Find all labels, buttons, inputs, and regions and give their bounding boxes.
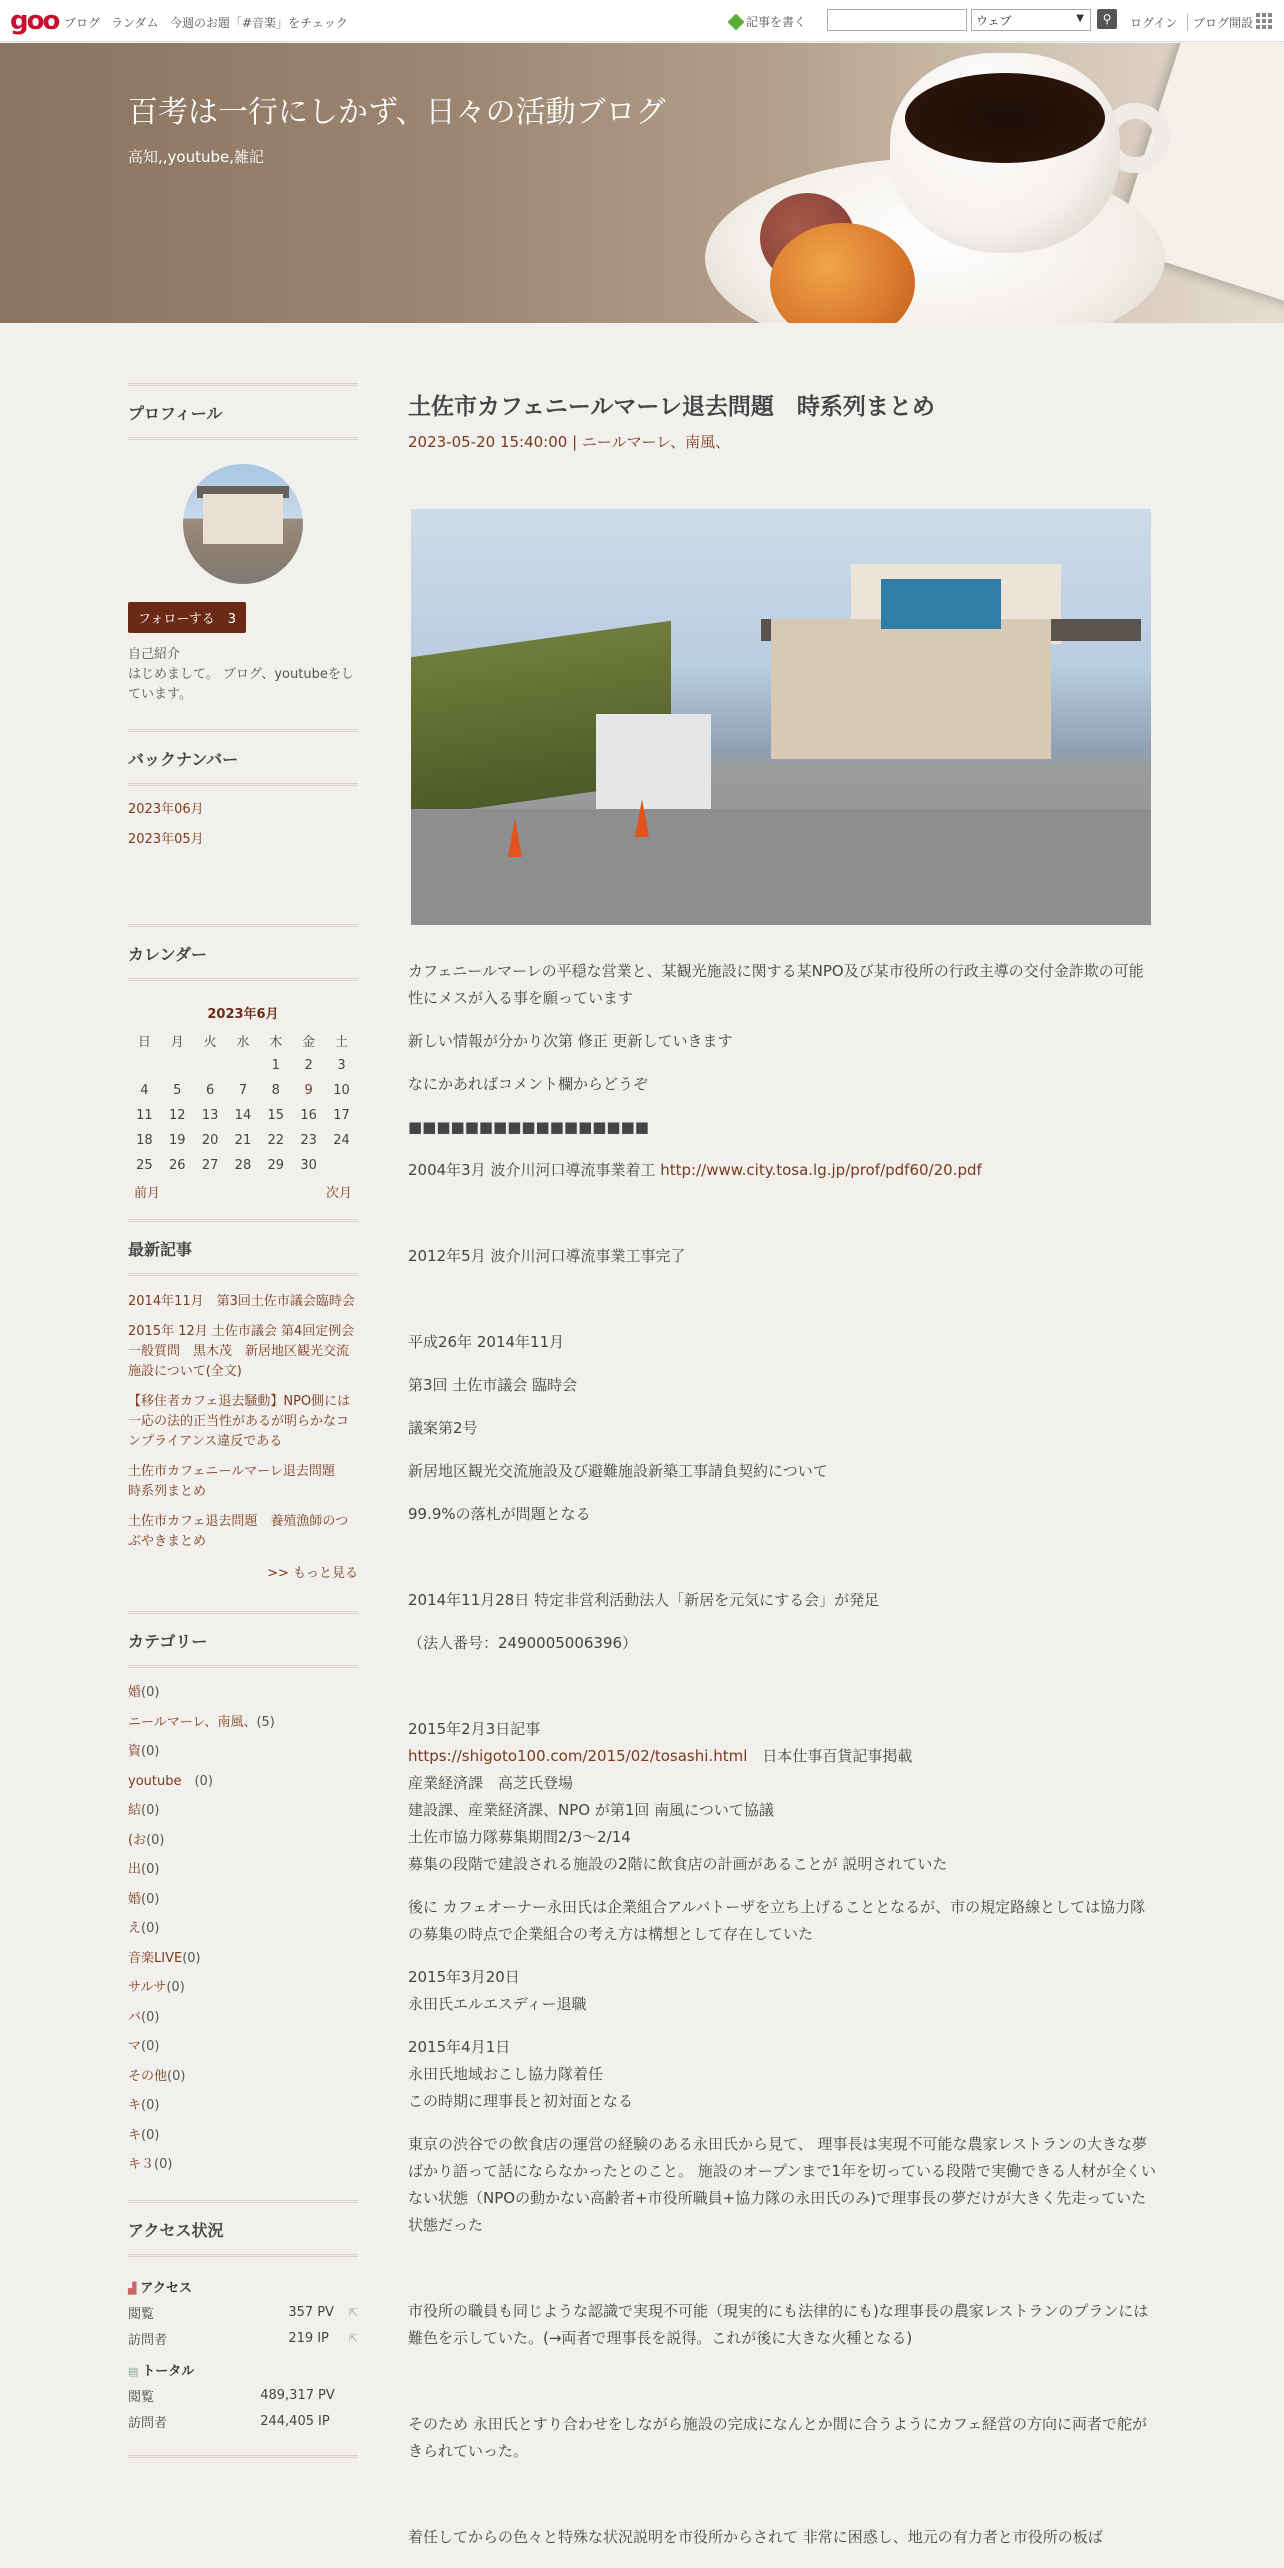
category-link[interactable]: 出 — [128, 1862, 142, 1877]
calendar-day: 4 — [140, 1083, 149, 1098]
sidebar-next-divider — [128, 2455, 358, 2458]
calendar-day: 6 — [205, 1083, 215, 1098]
backnumber-item[interactable]: 2023年05月 — [128, 832, 204, 847]
search-scope-select[interactable] — [971, 9, 1091, 31]
category-item[interactable] — [128, 2062, 358, 2092]
search-button[interactable] — [1097, 9, 1117, 29]
entry-paragraph: この時期に理事長と初対面となる — [408, 2092, 634, 2110]
category-section — [128, 1611, 358, 2200]
calendar-day: 20 — [201, 1133, 219, 1148]
category-count: (0) — [141, 2127, 160, 2143]
calendar-day[interactable]: 9 — [304, 1083, 313, 1098]
category-item[interactable] — [128, 1796, 358, 1826]
blog-description: 高知,,youtube,雑記 — [128, 148, 265, 166]
calendar-day: 14 — [234, 1108, 252, 1123]
category-link[interactable]: 婚 — [128, 1891, 142, 1907]
calendar-weekday: 木 — [269, 1035, 283, 1050]
category-count: (0) — [141, 2009, 160, 2025]
intro-text: はじめまして。 ブログ、youtubeをしています。 — [128, 667, 354, 702]
category-item[interactable] — [128, 2150, 358, 2180]
entry-paragraph: 着任してからの色々と特殊な状況説明を市役所からされて 非常に困惑し、地元の有力者と市役所の板ば — [408, 2528, 1103, 2546]
entry-paragraph: 2015年2月3日記事 — [408, 1720, 541, 1738]
top-bar — [0, 0, 1284, 42]
login-link[interactable]: ログイン — [1130, 16, 1178, 30]
category-count: (0) — [167, 2068, 186, 2084]
calendar-day — [325, 1153, 358, 1178]
total-row: 訪問者 244,405 IP — [128, 2414, 330, 2431]
category-link[interactable]: キ３ — [128, 2157, 155, 2172]
nav-random[interactable]: ランダム — [111, 16, 159, 30]
calendar-day: 3 — [337, 1058, 346, 1073]
entry-paragraph: そのため 永田氏とすり合わせをしながら施設の完成になんとか間に合うようにカフェ経営の方向に両者で舵がきられていった。 — [408, 2415, 1148, 2460]
calendar-day: 5 — [173, 1083, 182, 1098]
entry-meta: 2023-05-20 15:40:00 | ニールマーレ、南風、 — [408, 433, 731, 451]
follow-button[interactable]: フォローする 3 — [128, 602, 246, 633]
category-count: (0) — [141, 1744, 160, 1759]
category-item[interactable] — [128, 2003, 358, 2033]
write-article-label: 記事を書く — [746, 15, 807, 29]
category-link[interactable]: 音楽LIVE — [128, 1950, 183, 1966]
recent-item[interactable]: 2015年 12月 土佐市議会 第4回定例会 一般質問 黒木茂 新居地区観光交流施設について(全文) — [128, 1324, 355, 1379]
search-input[interactable] — [827, 9, 967, 31]
calendar-day: 23 — [300, 1133, 317, 1148]
entry-title[interactable]: 土佐市カフェニールマーレ退去問題 時系列まとめ — [408, 394, 935, 420]
category-count: (0) — [181, 1773, 213, 1789]
category-title: カテゴリー — [128, 1614, 358, 1668]
calendar-day: 11 — [136, 1108, 153, 1123]
calendar-day: 27 — [201, 1158, 219, 1173]
recent-item[interactable]: 土佐市カフェ退去問題 養殖漁師のつぶやきまとめ — [128, 1514, 349, 1549]
entry-paragraph: 議案第2号 — [408, 1419, 478, 1437]
category-count: (0) — [141, 1803, 160, 1818]
category-count: (0) — [141, 2039, 160, 2054]
calendar-day: 30 — [300, 1158, 317, 1173]
blog-header — [0, 43, 1284, 323]
calendar-day: 1 — [271, 1058, 280, 1073]
search-scope-value: ウェブ — [976, 14, 1012, 28]
entry-paragraph: 後に カフェオーナー永田氏は企業組合アルバトーザを立ち上げることとなるが、市の規定路線としては協力隊の募集の時点で企業組合の考え方は構想として存在していた — [408, 1898, 1146, 1943]
category-item[interactable] — [128, 1914, 358, 1944]
search-icon: ⚲ — [1102, 12, 1112, 26]
category-link[interactable]: 婚 — [128, 1685, 142, 1700]
tosa-pdf-link[interactable]: http://www.city.tosa.lg.jp/prof/pdf60/20.pdf — [660, 1161, 982, 1179]
calendar-weekday: 金 — [302, 1035, 316, 1050]
calendar-day — [194, 1053, 227, 1078]
calendar-day: 24 — [333, 1133, 350, 1148]
book-icon: ▤ — [128, 2364, 143, 2378]
category-item[interactable] — [128, 2032, 358, 2062]
calendar-day: 21 — [234, 1133, 252, 1148]
category-item[interactable] — [128, 2121, 358, 2151]
calendar-day — [128, 1053, 161, 1078]
calendar-grid — [128, 1028, 358, 1178]
entry-paragraph: 99.9%の落札が問題となる — [408, 1505, 591, 1523]
category-item[interactable] — [128, 1855, 358, 1885]
chevron-down-icon: ▼ — [1076, 13, 1084, 24]
entry-category-link[interactable]: ニールマーレ、南風、 — [581, 433, 731, 451]
entry-paragraph: 新居地区観光交流施設及び避難施設新築工事請負契約について — [408, 1462, 828, 1480]
backnumber-item[interactable]: 2023年06月 — [128, 802, 204, 817]
category-item[interactable] — [128, 1885, 358, 1915]
apps-grid-icon[interactable] — [1256, 13, 1272, 29]
calendar-day: 7 — [238, 1083, 248, 1098]
entry-paragraph: 産業経済課 高芝氏登場 — [408, 1774, 574, 1792]
recent-section — [128, 1219, 358, 1611]
calendar-day: 26 — [168, 1158, 186, 1173]
calendar-day: 18 — [136, 1133, 153, 1148]
rank-icon[interactable]: ⇱ — [348, 2306, 358, 2319]
recent-more-link[interactable]: >> もっと見る — [267, 1566, 358, 1581]
calendar-weekday: 火 — [203, 1035, 217, 1050]
access-section — [128, 2200, 358, 2458]
calendar-day: 17 — [333, 1108, 350, 1123]
calendar-day: 22 — [267, 1133, 285, 1148]
category-list — [128, 1668, 358, 2200]
entry-paragraph: 2012年5月 波介川河口導流事業工事完了 — [408, 1247, 686, 1265]
entry-photo[interactable] — [411, 509, 1151, 925]
entry-paragraph: （法人番号：2490005006396） — [408, 1634, 638, 1652]
category-link[interactable]: キ — [128, 2098, 142, 2113]
entry-date: 2023-05-20 15:40:00 — [408, 433, 568, 451]
entry-paragraph: 2004年3月 波介川河口導流事業着工 http://www.city.tosa.lg.jp/prof/pdf60/20.pdf — [408, 1161, 982, 1179]
category-link[interactable]: youtube — [128, 1773, 182, 1789]
category-link[interactable]: (お — [128, 1832, 147, 1848]
category-link[interactable]: キ — [128, 2127, 142, 2143]
entry-separator-line: ■■■■■■■■■■■■■■■■■ — [408, 1118, 649, 1136]
category-link[interactable]: ニールマーレ、南風、 — [128, 1714, 257, 1730]
entry-paragraph: 2014年11月28日 特定非営利活動法人「新居を元気にする会」が発足 — [408, 1591, 880, 1609]
entry-paragraph: 東京の渋谷での飲食店の運営の経験のある永田氏から見て、 理事長は実現不可能な農家レストランの大きな夢ばかり語って話にならなかったとのこと。 施設のオープンまで1年を切っている段階で実働できる人材が全くいない状態（NPOの動かない高齢者+市役所職員+協力隊の永田氏のみ)で理事長の夢だけが大きく先走っていた状態だった — [408, 2135, 1156, 2234]
category-count: (0) — [166, 1980, 185, 1995]
calendar-section — [128, 924, 358, 1201]
category-item[interactable] — [128, 2091, 358, 2121]
calendar-day: 15 — [267, 1108, 285, 1123]
shigoto-link[interactable]: https://shigoto100.com/2015/02/tosashi.html — [408, 1747, 748, 1765]
entry-paragraph: 永田氏地域おこし協力隊着任 — [408, 2065, 604, 2083]
entry-paragraph: 市役所の職員も同じような認識で実現不可能（現実的にも法律的にも)な理事長の農家レストランのプランには難色を示していた。(→両者で理事長を説得。これが後に大きな火種となる) — [408, 2302, 1149, 2347]
entry-paragraph: 2015年4月1日 — [408, 2038, 511, 2056]
category-count: (0) — [141, 1685, 160, 1700]
category-count: (0) — [146, 1832, 165, 1848]
category-item[interactable] — [128, 1737, 358, 1767]
entry-paragraph: カフェニールマーレの平穏な営業と、某観光施設に関する某NPO及び某市役所の行政主導の交付金詐欺の可能性にメスが入る事を願っています — [408, 962, 1144, 1007]
category-link[interactable]: バ — [128, 2009, 142, 2025]
calendar-weekday: 水 — [236, 1035, 250, 1050]
pencil-icon — [728, 14, 745, 31]
entry-paragraph: 新しい情報が分かり次第 修正 更新していきます — [408, 1032, 733, 1050]
entry-paragraph: 平成26年 2014年11月 — [408, 1333, 565, 1351]
entry-paragraph: 土佐市協力隊募集期間2/3〜2/14 — [408, 1828, 631, 1846]
category-link[interactable]: 結 — [128, 1803, 142, 1818]
avatar[interactable] — [183, 464, 303, 584]
blog-title[interactable]: 百考は一行にしかず、日々の活動ブログ — [128, 95, 666, 130]
category-item[interactable] — [128, 1678, 358, 1708]
category-item[interactable] — [128, 1826, 358, 1856]
category-count: (0) — [141, 2098, 160, 2113]
calendar-day: 25 — [136, 1158, 153, 1173]
calendar-weekday: 土 — [335, 1035, 349, 1050]
category-link[interactable]: サルサ — [128, 1980, 167, 1995]
sidebar — [128, 383, 358, 2458]
rank-icon[interactable]: ⇱ — [348, 2332, 358, 2345]
write-article-link[interactable] — [730, 13, 806, 30]
calendar-day: 13 — [201, 1108, 219, 1123]
profile-title: プロフィール — [128, 386, 358, 440]
calendar-next-link[interactable]: 次月 — [325, 1186, 352, 1201]
total-head: ▤ トータル — [128, 2363, 195, 2379]
backnumber-title: バックナンバー — [128, 732, 358, 786]
backnumber-section — [128, 729, 358, 924]
access-title: アクセス状況 — [128, 2203, 358, 2257]
category-link[interactable]: その他 — [128, 2068, 168, 2084]
entry-paragraph: なにかあればコメント欄からどうぞ — [408, 1075, 649, 1093]
calendar-day: 16 — [300, 1108, 317, 1123]
calendar-day: 29 — [267, 1158, 285, 1173]
access-row: 訪問者 219 IP ⇱ — [128, 2331, 358, 2348]
blog-open-link[interactable]: ブログ開設 — [1187, 14, 1253, 31]
entry-paragraph: https://shigoto100.com/2015/02/tosashi.html 日本仕事百貨記事掲載 — [408, 1747, 913, 1765]
category-item[interactable] — [128, 1708, 358, 1738]
calendar-day: 8 — [271, 1083, 280, 1098]
calendar-weekday: 月 — [170, 1035, 184, 1050]
category-link[interactable]: マ — [128, 2039, 142, 2054]
entry-paragraph: 募集の段階で建設される施設の2階に飲食店の計画があることが 説明されていた — [408, 1855, 948, 1873]
calendar-day — [161, 1053, 194, 1078]
recent-item[interactable]: 【移住者カフェ退去騒動】NPO側には一応の法的正当性があるが明らかなコンプライアンス違反である — [128, 1394, 351, 1449]
calendar-day: 28 — [234, 1158, 252, 1173]
calendar-day: 2 — [304, 1058, 313, 1073]
nav-weekly-topic[interactable]: 今週のお題「#音楽」をチェック — [170, 16, 348, 30]
calendar-title: カレンダー — [128, 927, 358, 981]
calendar-day: 19 — [168, 1133, 186, 1148]
category-item[interactable] — [128, 1944, 358, 1974]
calendar-day: 12 — [168, 1108, 186, 1123]
entry-paragraph: 第3回 土佐市議会 臨時会 — [408, 1376, 578, 1394]
calendar-prev-link[interactable]: 前月 — [134, 1186, 161, 1201]
category-item[interactable] — [128, 1973, 358, 2003]
calendar-day — [227, 1053, 260, 1078]
category-link[interactable]: え — [128, 1921, 142, 1936]
entry-paragraph: 永田氏エルエスディー退職 — [408, 1995, 587, 2013]
category-count: (0) — [182, 1950, 201, 1966]
calendar-weekday: 日 — [137, 1035, 151, 1050]
entry-paragraph: 建設課、産業経済課、NPO が第1回 南風について協議 — [408, 1801, 774, 1819]
header-coffee-decoration — [905, 73, 1105, 163]
chart-icon: ▟ — [128, 2281, 141, 2295]
recent-item[interactable]: 土佐市カフェニールマーレ退去問題 時系列まとめ — [128, 1464, 348, 1499]
goo-logo[interactable]: goo — [10, 6, 59, 36]
category-count: (0) — [141, 1862, 160, 1877]
total-row: 閲覧 489,317 PV — [128, 2388, 335, 2405]
profile-section — [128, 383, 358, 705]
category-count: (0) — [141, 1891, 160, 1907]
category-count: (0) — [141, 1921, 160, 1936]
nav-blog[interactable]: ブログ — [64, 16, 101, 30]
category-link[interactable]: 資 — [128, 1744, 142, 1759]
category-count: (5) — [256, 1714, 275, 1730]
calendar-day: 10 — [333, 1083, 350, 1098]
recent-title: 最新記事 — [128, 1222, 358, 1276]
access-head: ▟ アクセス — [128, 2280, 192, 2296]
category-item[interactable] — [128, 1767, 358, 1797]
main-content — [408, 383, 1156, 2551]
calendar — [128, 1003, 358, 1201]
recent-item[interactable]: 2014年11月 第3回土佐市議会臨時会 — [128, 1294, 355, 1309]
access-row: 閲覧 357 PV ⇱ — [128, 2305, 358, 2322]
category-count: (0) — [154, 2157, 173, 2172]
entry-paragraph: 2015年3月20日 — [408, 1968, 520, 1986]
calendar-month: 2023年6月 — [207, 1007, 279, 1022]
intro-label: 自己紹介 — [128, 647, 181, 662]
